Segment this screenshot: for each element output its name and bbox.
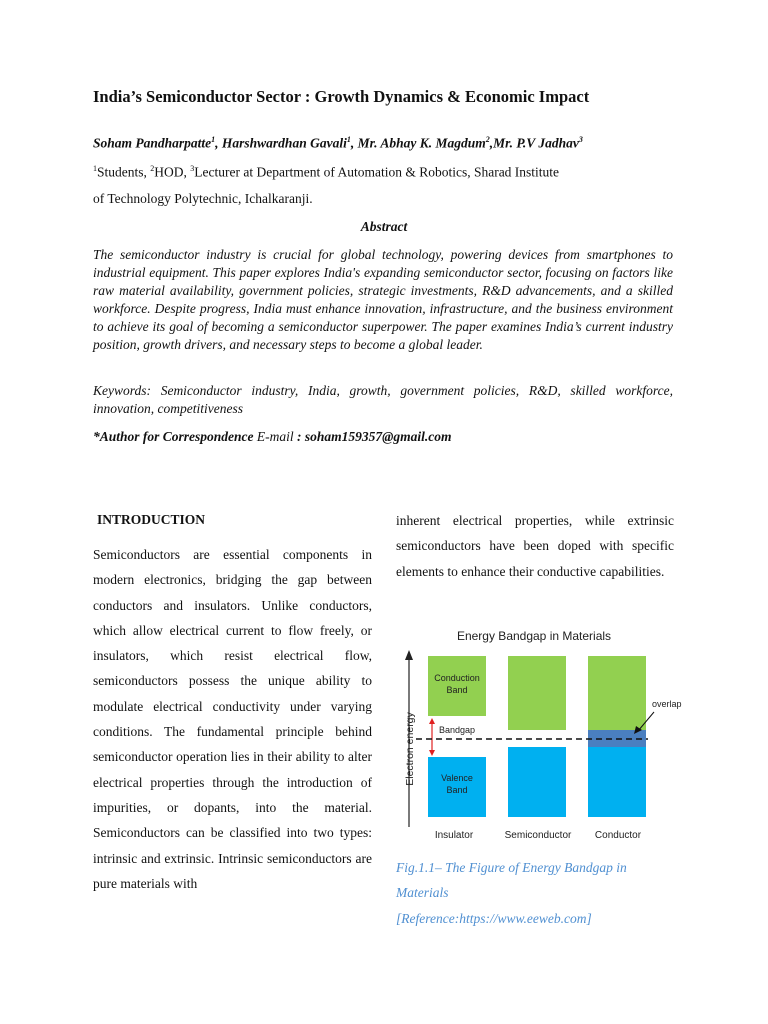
material-label-semiconductor: Semiconductor xyxy=(504,830,572,841)
introduction-text-col2: inherent electrical properties, while extrinsic semiconductors have been doped with specific elements to enhance their conductive capabilities. xyxy=(396,513,674,579)
affiliation-text: Students, xyxy=(97,164,151,180)
author-separator: , xyxy=(215,135,222,151)
author-affiliation-mark: 1 xyxy=(211,135,216,144)
email-address[interactable]: soham159357@gmail.com xyxy=(304,429,452,444)
conduction-band-label: Conduction xyxy=(434,673,480,683)
author-name: Harshwardhan Gavali xyxy=(221,135,347,151)
email-colon: : xyxy=(297,429,305,444)
caption-line: Fig.1.1– The Figure of Energy Bandgap in xyxy=(396,860,627,875)
figure-caption xyxy=(396,855,676,931)
author-affiliation-mark: 1 xyxy=(346,135,351,144)
bandgap-arrowhead-down xyxy=(429,750,435,756)
conductor-valence-band xyxy=(588,736,646,817)
material-label-insulator: Insulator xyxy=(434,830,474,841)
correspondence-label: *Author for Correspondence xyxy=(93,429,254,444)
conductor-conduction-band xyxy=(588,656,646,736)
keywords: Keywords: Semiconductor industry, India, growth, government policies, R&D, skilled workforce, innovation, competitiveness xyxy=(93,383,673,416)
caption-reference[interactable]: [Reference:https://www.eeweb.com] xyxy=(396,910,592,926)
valence-band-label: Band xyxy=(446,785,468,795)
bandgap-arrowhead-up xyxy=(429,718,435,724)
paper-title: India’s Semiconductor Sector : Growth Dynamics & Economic Impact xyxy=(93,87,590,106)
y-axis-label: Electron energy xyxy=(404,712,416,786)
author-list xyxy=(93,135,583,152)
y-axis-arrowhead xyxy=(405,650,413,660)
energy-bandgap-figure xyxy=(396,622,716,844)
affiliation-mark: 3 xyxy=(190,164,195,173)
affiliation-text: Lecturer at Department of Automation & Robotics, Sharad Institute xyxy=(194,164,560,180)
author-name: Mr. Abhay K. Magdum xyxy=(357,135,486,151)
correspondence xyxy=(93,429,452,445)
overlap-label: overlap xyxy=(652,699,682,709)
caption-line: Materials xyxy=(396,885,449,901)
author-affiliation-mark: 2 xyxy=(485,135,490,144)
bandgap-label: Bandgap xyxy=(439,725,476,735)
introduction-text-col1: Semiconductors are essential components in modern electronics, bridging the gap between conductors and insulators. Unlike conductors, which allow electrical current to flow freely, or insulators, which resist electrical flow, semiconductors possess the unique ability to modulate electrical conductivity under varying conditions. The fundamental principle behind semiconductor operation lies in their ability to alter electrical properties through the introduction of impurities, or dopants, into the material. Semiconductors can be classified into two types: intrinsic and extrinsic. Intrinsic semiconductors are pure materials with xyxy=(93,547,372,891)
valence-band-label: Valence xyxy=(441,773,473,783)
abstract-text: The semiconductor industry is crucial for global technology, powering devices from smartphones to industrial equipment. This paper explores India's expanding semiconductor sector, focusing on factors like raw material availability, government policies, strategic investments, R&D advancements, and a skilled workforce. Despite progress, India must enhance innovation, infrastructure, and the business environment to achieve its goal of becoming a semiconductor superpower. The paper examines India’s current industry position, growth drivers, and necessary steps to become a global leader. xyxy=(93,247,673,352)
affiliation-mark: 2 xyxy=(150,164,155,173)
figure-title: Energy Bandgap in Materials xyxy=(456,629,612,643)
abstract-heading: Abstract xyxy=(360,219,408,234)
author-separator: , xyxy=(350,135,358,151)
affiliation-mark: 1 xyxy=(93,164,97,173)
affiliation-line-1 xyxy=(93,164,559,181)
affiliation-line-2: of Technology Polytechnic, Ichalkaranji. xyxy=(93,191,313,206)
semiconductor-valence-band xyxy=(508,747,566,817)
section-heading-introduction: INTRODUCTION xyxy=(97,512,206,527)
material-label-conductor: Conductor xyxy=(594,830,642,841)
author-name: Soham Pandharpatte xyxy=(93,135,212,151)
author-name: Mr. P.V Jadhav xyxy=(493,135,579,151)
email-label: E-mail xyxy=(253,429,298,444)
conduction-band-label: Band xyxy=(446,685,468,695)
affiliation-text: HOD, xyxy=(154,164,191,180)
author-separator: , xyxy=(489,135,494,151)
author-affiliation-mark: 3 xyxy=(578,135,583,144)
semiconductor-conduction-band xyxy=(508,656,566,730)
